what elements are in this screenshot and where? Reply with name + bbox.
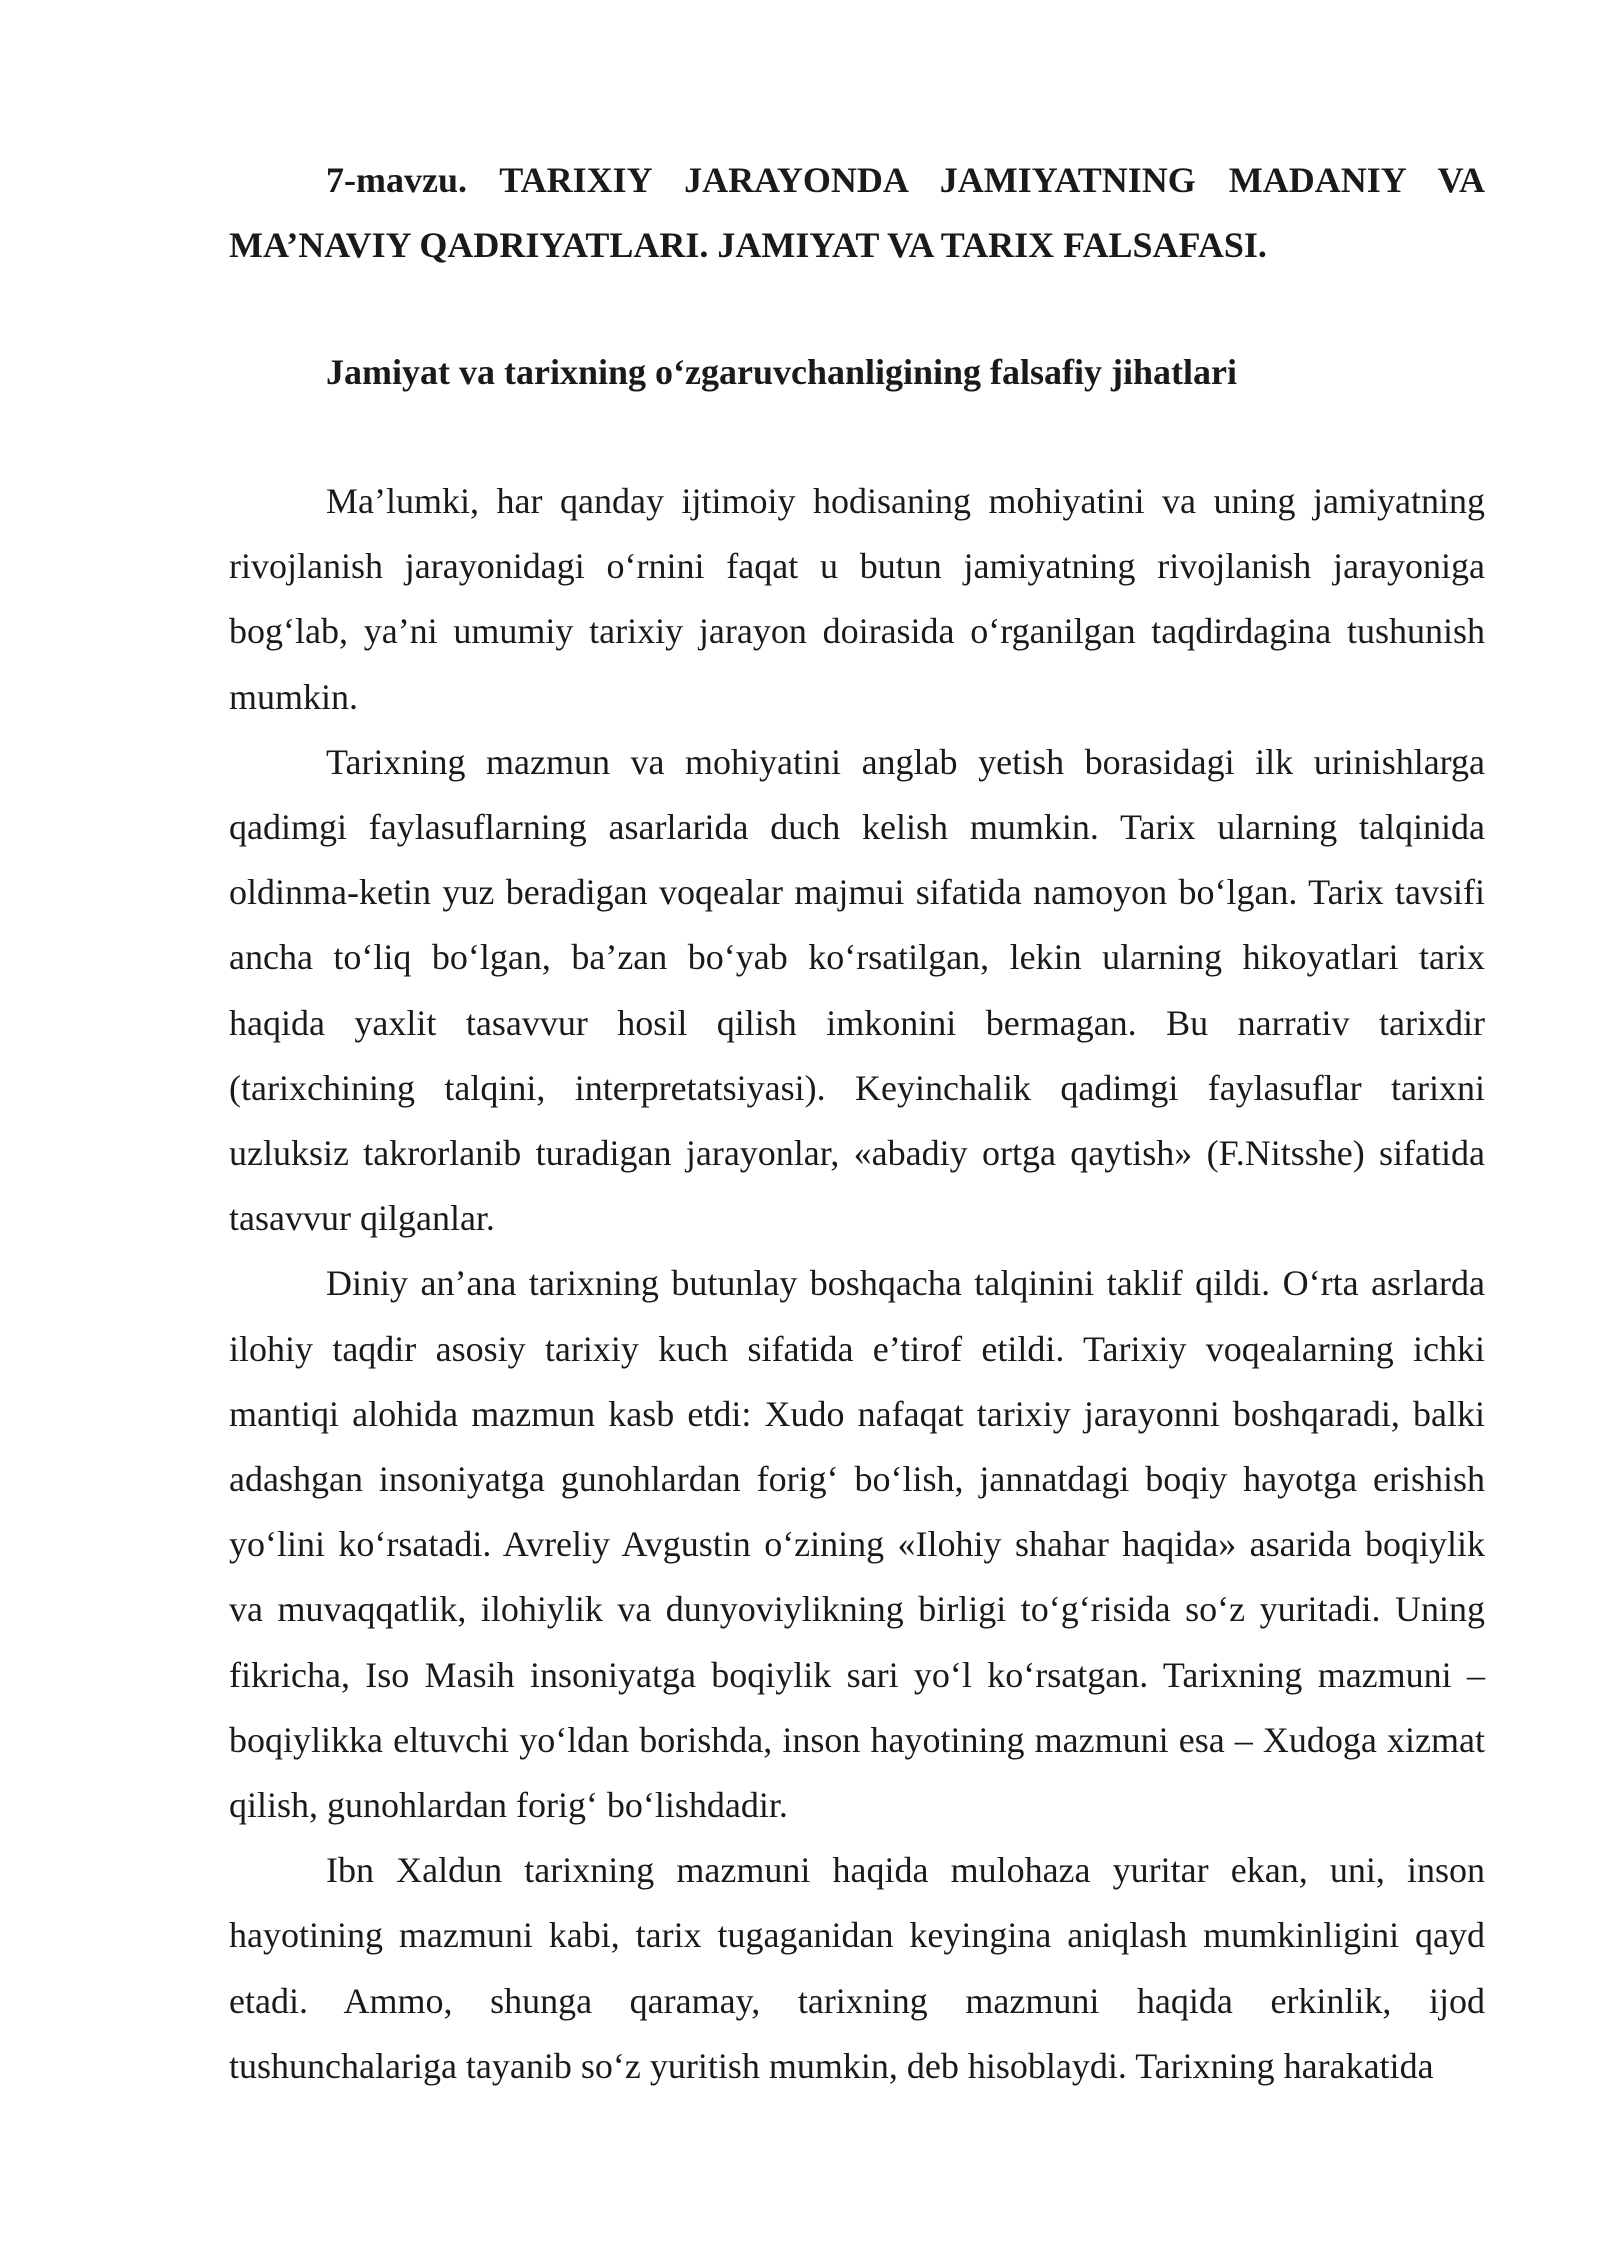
paragraph: Ma’lumki, har qanday ijtimoiy hodisaning mohiyatini va uning jamiyatning rivojlanish jarayonidagi o‘rnini faqat u butun jamiyatning rivojlanish jarayoniga bog‘lab, ya’ni umumiy tarixiy jarayon doirasida o‘rganilgan taqdirdagina tushunish mumkin.	[229, 481, 1485, 717]
paragraph: Ibn Xaldun tarixning mazmuni haqida mulohaza yuritar ekan, uni, inson hayotining mazmuni kabi, tarix tugaganidan keyingina aniqlash mumkinligini qayd etadi. Ammo, shunga qaramay, tarixning mazmuni haqida erkinlik, ijod tushunchalariga tayanib so‘z yuritish mumkin, deb hisoblaydi. Tarixning harakatida	[229, 1850, 1485, 2086]
document-body	[229, 469, 1485, 2099]
document-page	[229, 148, 1485, 2099]
document-title: 7-mavzu. TARIXIY JARAYONDA JAMIYATNING MADANIY VA MA’NAVIY QADRIYATLARI. JAMIYAT VA TARIX FALSAFASI.	[229, 160, 1485, 265]
section-heading: Jamiyat va tarixning o‘zgaruvchanligining falsafiy jihatlari	[326, 352, 1238, 392]
paragraph: Diniy an’ana tarixning butunlay boshqacha talqinini taklif qildi. O‘rta asrlarda ilohiy taqdir asosiy tarixiy kuch sifatida e’tirof etildi. Tarixiy voqealarning ichki mantiqi alohida mazmun kasb etdi: Xudo nafaqat tarixiy jarayonni boshqaradi, balki adashgan insoniyatga gunohlardan forig‘ bo‘lish, jannatdagi boqiy hayotga erishish yo‘lini ko‘rsatadi. Avreliy Avgustin o‘zining «Ilohiy shahar haqida» asarida boqiylik va muvaqqatlik, ilohiylik va dunyoviylikning birligi to‘g‘risida so‘z yuritadi. Uning fikricha, Iso Masih insoniyatga boqiylik sari yo‘l ko‘rsatgan. Tarixning mazmuni – boqiylikka eltuvchi yo‘ldan borishda, inson hayotining mazmuni esa – Xudoga xizmat qilish, gunohlardan forig‘ bo‘lishdadir.	[229, 1263, 1485, 1826]
paragraph: Tarixning mazmun va mohiyatini anglab yetish borasidagi ilk urinishlarga qadimgi faylasuflarning asarlarida duch kelish mumkin. Tarix ularning talqinida oldinma-ketin yuz beradigan voqealar majmui sifatida namoyon bo‘lgan. Tarix tavsifi ancha to‘liq bo‘lgan, ba’zan bo‘yab ko‘rsatilgan, lekin ularning hikoyatlari tarix haqida yaxlit tasavvur hosil qilish imkonini bermagan. Bu narrativ tarixdir (tarixchining talqini, interpretatsiyasi). Keyinchalik qadimgi faylasuflar tarixni uzluksiz takrorlanib turadigan jarayonlar, «abadiy ortga qaytish» (F.Nitsshe) sifatida tasavvur qilganlar.	[229, 741, 1485, 1239]
